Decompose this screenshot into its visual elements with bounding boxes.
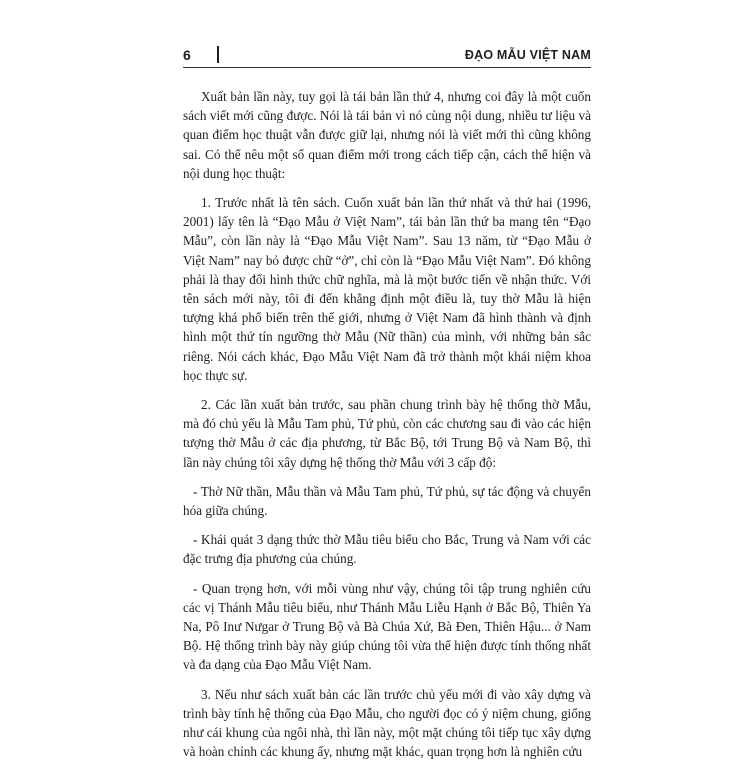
paragraph-point-1: 1. Trước nhất là tên sách. Cuốn xuất bản lần thứ nhất và thứ hai (1996, 2001) lấy tên là “Đạo Mẫu ở Việt Nam”, tái bản lần thứ ba mang tên “Đạo Mẫu”, còn lần này là “Đạo Mẫu Việt Nam”. Sau 13 năm, từ “Đạo Mẫu ở Việt Nam” nay bỏ được chữ “ở”, chỉ còn là “Đạo Mẫu Việt Nam”. Đó không phải là thay đổi hình thức chữ nghĩa, mà là một bước tiến về nhận thức. Với tên sách mới này, tôi đi đến khẳng định một điều là, tuy thờ Mẫu là hiện tượng khá phổ biến trên thế giới, nhưng ở Việt Nam đã hình thành và định hình một thứ tín ngưỡng thờ Mẫu (Nữ thần) của mình, với những bản sắc riêng. Nói cách khác, Đạo Mẫu Việt Nam đã trở thành một khái niệm khoa học thực sự. [183,195,591,383]
paragraph-point-2: 2. Các lần xuất bản trước, sau phần chung trình bày hệ thống thờ Mẫu, mà đó chủ yếu là Mẫu Tam phủ, Tứ phủ, còn các chương sau đi vào các hiện tượng thờ Mẫu ở các địa phương, từ Bắc Bộ, tới Trung Bộ và Nam Bộ, thì lần này chúng tôi xây dựng hệ thống thờ Mẫu với 3 cấp độ: [183,397,591,470]
header-rule [183,67,591,68]
running-title: ĐẠO MẪU VIỆT NAM [464,48,591,62]
bullet-level-1: - Thờ Nữ thần, Mẫu thần và Mẫu Tam phủ, Tứ phủ, sự tác động và chuyển hóa giữa chúng. [183,483,591,519]
body-text [183,87,591,772]
header-separator [217,46,219,63]
page-header [183,46,591,66]
paragraph-point-3: 3. Nếu như sách xuất bản các lần trước chủ yếu mới đi vào xây dựng và trình bày tính hệ thống của Đạo Mẫu, cho người đọc có ý niệm chung, giống như cái khung của ngôi nhà, thì lần này, một mặt chúng tôi tiếp tục xây dựng và hoàn chỉnh các khung ấy, nhưng mặt khác, quan trọng hơn là nghiên cứu [183,686,591,760]
bullet-level-3: - Quan trọng hơn, với mỗi vùng như vậy, chúng tôi tập trung nghiên cứu các vị Thánh Mẫu tiêu biểu, như Thánh Mẫu Liễu Hạnh ở Bắc Bộ, Thiên Ya Na, Pô Inư Nưgar ở Trung Bộ và Bà Chúa Xứ, Bà Đen, Thiên Hậu... ở Nam Bộ. Hệ thống trình bày này giúp chúng tôi vừa thể hiện được tính thống nhất và đa dạng của Đạo Mẫu Việt Nam. [183,580,591,673]
bullet-level-2: - Khái quát 3 dạng thức thờ Mẫu tiêu biểu cho Bắc, Trung và Nam với các đặc trưng địa phương của chúng. [183,532,591,567]
paragraph-intro: Xuất bản lần này, tuy gọi là tái bản lần thứ 4, nhưng coi đây là một cuốn sách viết mới cũng được. Nói là tái bản vì nó cùng nội dung, nhiều tư liệu và quan điểm học thuật vẫn được giữ lại, nhưng nói là viết mới thì cũng không sai. Có thể nêu một số quan điểm mới trong cách tiếp cận, cách thể hiện và nội dung học thuật: [183,89,591,181]
page-number: 6 [183,47,191,63]
